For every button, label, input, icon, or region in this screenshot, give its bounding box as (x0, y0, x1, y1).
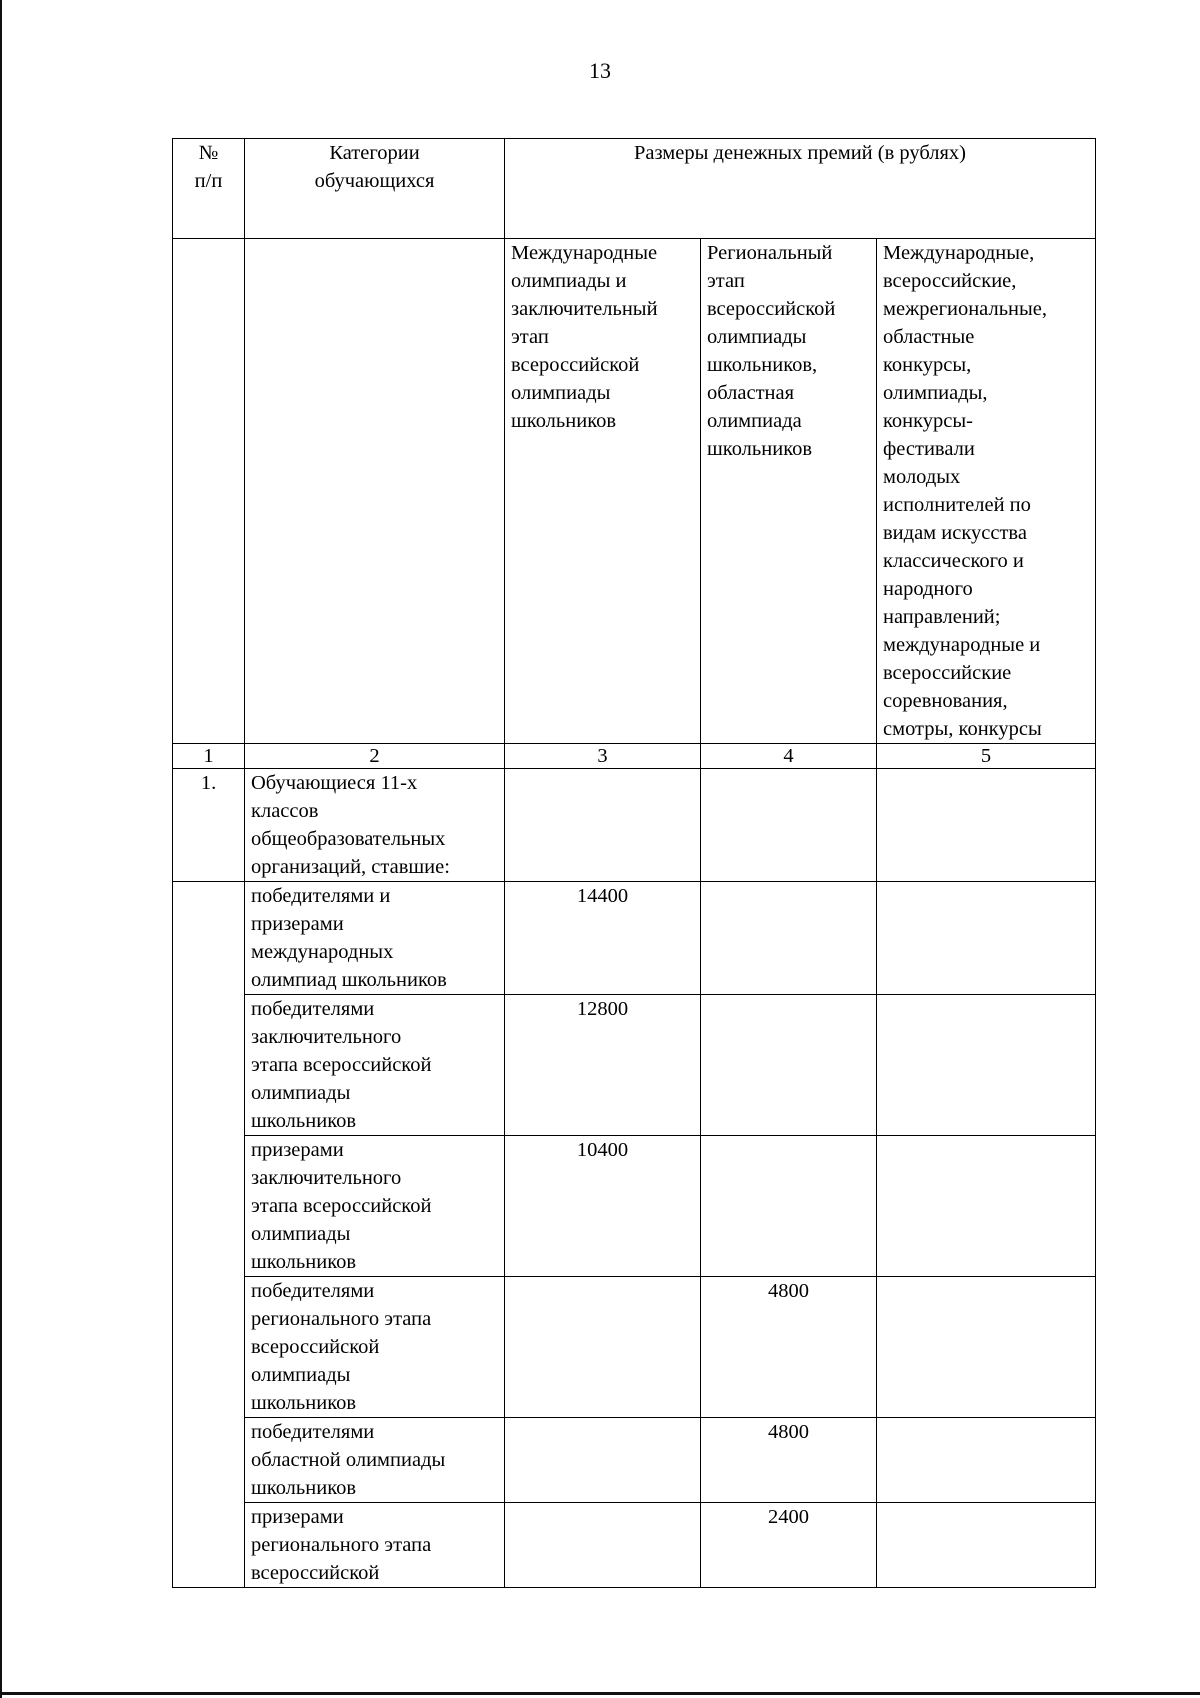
row-category: призерами заключительного этапа всероссийской олимпиады школьников (245, 1136, 505, 1277)
scan-left-edge (0, 0, 2, 1698)
section-row (173, 769, 1096, 882)
row-amount-col4: 2400 (701, 1503, 877, 1588)
row-category: победителями регионального этапа всероссийской олимпиады школьников (245, 1277, 505, 1418)
index-cell-2: 2 (245, 744, 505, 769)
row-amount-col5 (877, 1136, 1096, 1277)
subheader-col-3: Международные олимпиады и заключительный этап всероссийской олимпиады школьников (505, 239, 701, 744)
table-row (173, 1277, 1096, 1418)
section-number: 1. (173, 769, 245, 882)
row-amount-col5 (877, 1503, 1096, 1588)
page-number: 13 (589, 58, 611, 83)
table-row (173, 1136, 1096, 1277)
section-empty-4 (701, 769, 877, 882)
row-category: победителями областной олимпиады школьников (245, 1418, 505, 1503)
row-amount-col3: 12800 (505, 995, 701, 1136)
header-col-no: № п/п (173, 139, 245, 239)
table-row (173, 995, 1096, 1136)
subheader-col-5: Международные, всероссийские, межрегиональные, областные конкурсы, олимпиады, конкурсы- фестивали молодых исполнителей по видам искусства классического и народного направлений; международные и всероссийские соревнования, смотры, конкурсы (877, 239, 1096, 744)
row-category: призерами регионального этапа всероссийской (245, 1503, 505, 1588)
subheader-col-4: Региональный этап всероссийской олимпиады школьников, областная олимпиада школьников (701, 239, 877, 744)
row-amount-col3 (505, 1418, 701, 1503)
section-empty-3 (505, 769, 701, 882)
row-category: победителями заключительного этапа всероссийской олимпиады школьников (245, 995, 505, 1136)
index-cell-5: 5 (877, 744, 1096, 769)
row-category: победителями и призерами международных олимпиад школьников (245, 882, 505, 995)
row-amount-col4: 4800 (701, 1277, 877, 1418)
row-amount-col3 (505, 1277, 701, 1418)
header-row (173, 139, 1096, 239)
row-number-cell (173, 882, 245, 995)
section-empty-5 (877, 769, 1096, 882)
row-amount-col4: 4800 (701, 1418, 877, 1503)
row-amount-col3: 14400 (505, 882, 701, 995)
row-amount-col4 (701, 882, 877, 995)
section-title: Обучающиеся 11-х классов общеобразовательных организаций, ставшие: (245, 769, 505, 882)
index-cell-1: 1 (173, 744, 245, 769)
row-amount-col5 (877, 882, 1096, 995)
header-col-prizes: Размеры денежных премий (в рублях) (505, 139, 1096, 239)
row-number-cell (173, 995, 245, 1136)
index-cell-4: 4 (701, 744, 877, 769)
table-row (173, 1418, 1096, 1503)
subheader-empty-1 (173, 239, 245, 744)
scan-bottom-edge (0, 1692, 1200, 1695)
row-amount-col5 (877, 1418, 1096, 1503)
row-amount-col4 (701, 1136, 877, 1277)
row-number-cell (173, 1277, 245, 1418)
subheader-row (173, 239, 1096, 744)
table-row (173, 1503, 1096, 1588)
row-amount-col3 (505, 1503, 701, 1588)
index-cell-3: 3 (505, 744, 701, 769)
row-number-cell (173, 1136, 245, 1277)
row-amount-col3: 10400 (505, 1136, 701, 1277)
row-number-cell (173, 1503, 245, 1588)
header-col-category: Категории обучающихся (245, 139, 505, 239)
row-number-cell (173, 1418, 245, 1503)
prize-table (172, 138, 1096, 1588)
index-row (173, 744, 1096, 769)
row-amount-col4 (701, 995, 877, 1136)
table-row (173, 882, 1096, 995)
subheader-empty-2 (245, 239, 505, 744)
row-amount-col5 (877, 995, 1096, 1136)
row-amount-col5 (877, 1277, 1096, 1418)
